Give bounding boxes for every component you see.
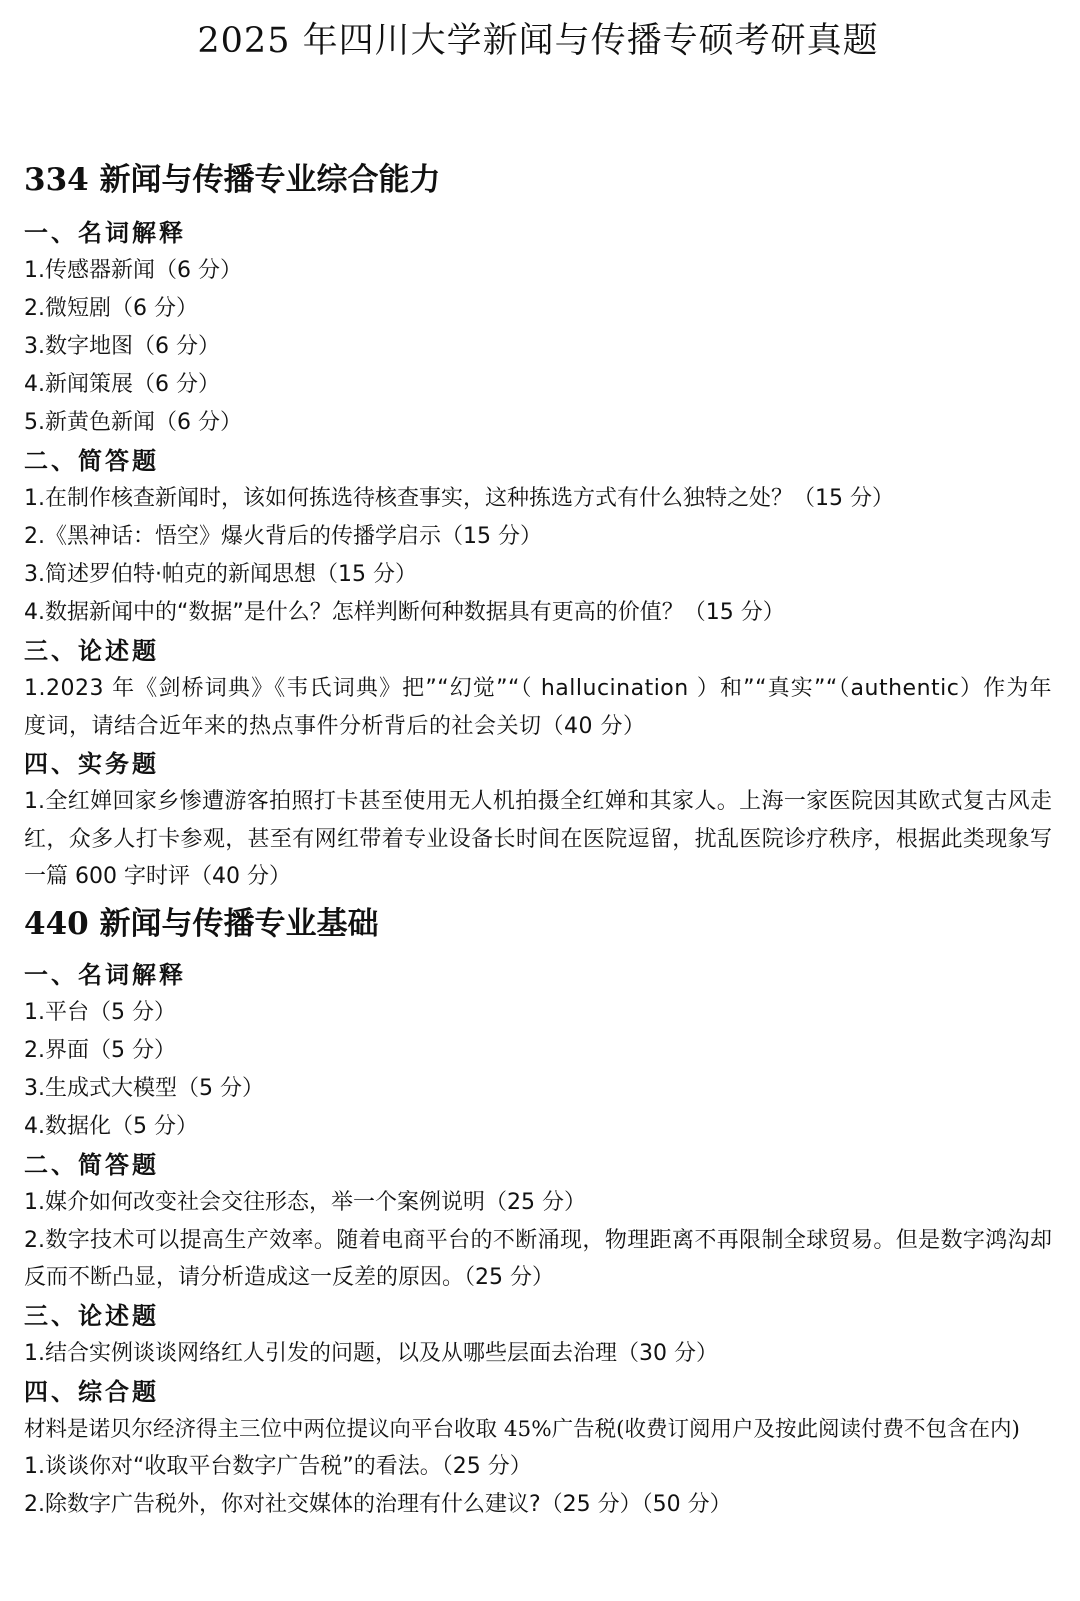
paper-440-s4-item: 2.除数字广告税外，你对社交媒体的治理有什么建议?（25 分）（50 分） bbox=[24, 1492, 732, 1517]
paper-334-s4-item: 1.全红婵回家乡惨遭游客拍照打卡甚至使用无人机拍摄全红婵和其家人。上海一家医院因其欧式复古风走红，众多人打卡参观，甚至有网红带着专业设备长时间在医院逗留，扰乱医院诊疗秩序，根据此类现象写一篇 600 字时评（40 分） bbox=[24, 789, 1052, 889]
document-title: 2025 年四川大学新闻与传播专硕考研真题 bbox=[197, 21, 879, 61]
paper-440-section-2-heading: 二、简答题 bbox=[24, 1149, 159, 1179]
paper-334-s2-item: 2.《黑神话：悟空》爆火背后的传播学启示（15 分） bbox=[24, 524, 542, 549]
paper-334-s2-item: 3.简述罗伯特·帕克的新闻思想（15 分） bbox=[24, 562, 417, 587]
paper-334-section-2-heading: 二、简答题 bbox=[24, 446, 159, 475]
paper-440-section-1-heading: 一、名词解释 bbox=[24, 959, 186, 989]
paper-440-s1-item: 4.数据化（5 分） bbox=[24, 1113, 198, 1139]
paper-334-section-4-heading: 四、实务题 bbox=[24, 749, 159, 778]
paper-440-s2-item: 1.媒介如何改变社会交往形态，举一个案例说明（25 分） bbox=[24, 1189, 586, 1215]
paper-440-title: 440 新闻与传播专业基础 bbox=[24, 905, 379, 942]
paper-334-title: 334 新闻与传播专业综合能力 bbox=[24, 162, 441, 198]
paper-334-section-3-heading: 三、论述题 bbox=[24, 636, 159, 665]
paper-334-s2-item: 4.数据新闻中的“数据”是什么？怎样判断何种数据具有更高的价值？（15 分） bbox=[24, 600, 785, 625]
paper-334-s1-item: 3.数字地图（6 分） bbox=[24, 334, 220, 359]
paper-334-section-1-heading: 一、名词解释 bbox=[24, 218, 186, 247]
paper-440-section-3-heading: 三、论述题 bbox=[24, 1300, 159, 1330]
paper-334-s1-item: 2.微短剧（6 分） bbox=[24, 296, 198, 321]
paper-440-s1-item: 3.生成式大模型（5 分） bbox=[24, 1075, 264, 1101]
paper-440-s4-item: 1.谈谈你对“收取平台数字广告税”的看法。（25 分） bbox=[24, 1454, 532, 1479]
paper-334-s2-item: 1.在制作核查新闻时，该如何拣选待核查事实，这种拣选方式有什么独特之处？（15 分） bbox=[24, 486, 894, 511]
paper-334-s1-item: 1.传感器新闻（6 分） bbox=[24, 258, 242, 283]
paper-440-s2-item: 2.数字技术可以提高生产效率。随着电商平台的不断涌现，物理距离不再限制全球贸易。但是数字鸿沟却反而不断凸显，请分析造成这一反差的原因。（25 分） bbox=[24, 1227, 1052, 1290]
paper-440-s1-item: 1.平台（5 分） bbox=[24, 999, 176, 1025]
paper-440-s4-material: 材料是诺贝尔经济得主三位中两位提议向平台收取 45%广告税(收费订阅用户及按此阅读付费不包含在内) bbox=[24, 1416, 1020, 1442]
paper-440-s3-item: 1.结合实例谈谈网络红人引发的问题，以及从哪些层面去治理（30 分） bbox=[24, 1340, 718, 1366]
paper-440-section-4-heading: 四、综合题 bbox=[24, 1376, 159, 1406]
paper-334-s3-item: 1.2023 年《剑桥词典》《韦氏词典》把”“幻觉”“（ hallucination ）和”“真实”“（authentic）作为年度词，请结合近年来的热点事件分析背后的社会关切（40 分） bbox=[24, 676, 1052, 739]
paper-334-s1-item: 4.新闻策展（6 分） bbox=[24, 372, 220, 397]
paper-334-s1-item: 5.新黄色新闻（6 分） bbox=[24, 410, 242, 435]
paper-440-s1-item: 2.界面（5 分） bbox=[24, 1037, 176, 1063]
